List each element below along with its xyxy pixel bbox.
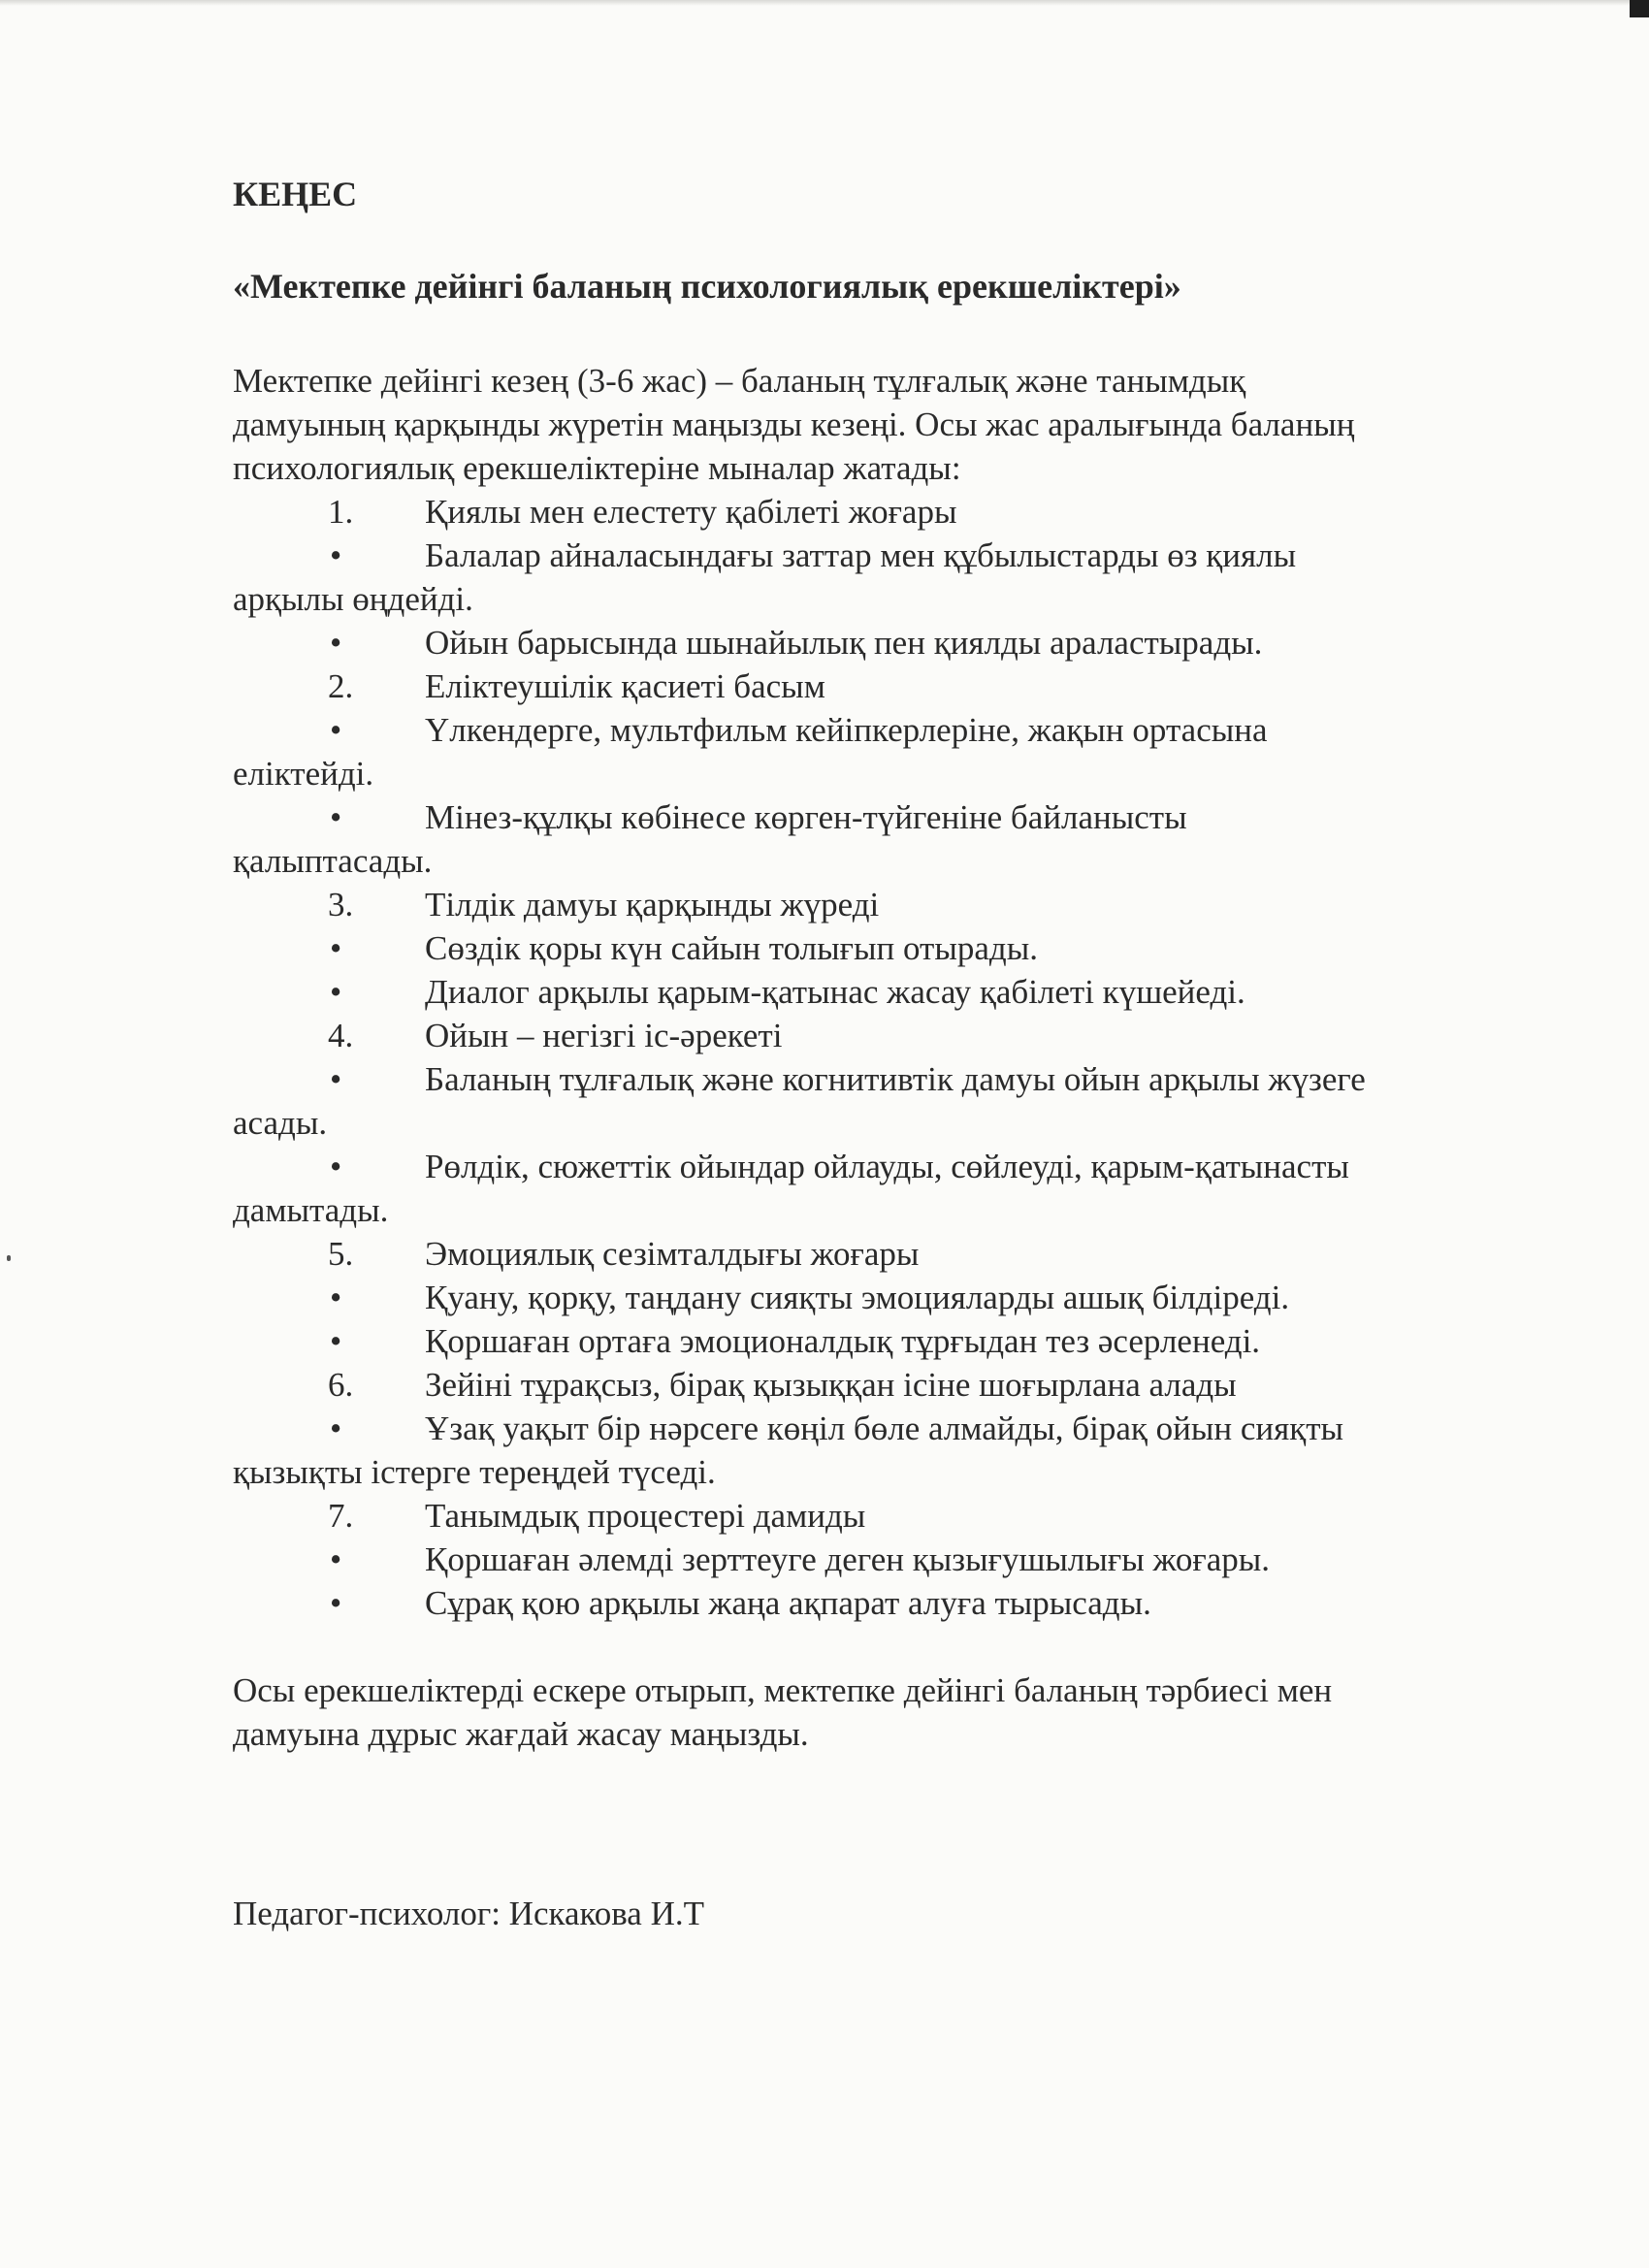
bullet-item <box>233 970 1494 1014</box>
bullet-icon: • <box>330 1148 342 1185</box>
bullet-item <box>233 926 1494 970</box>
bullet-icon: • <box>330 624 342 662</box>
bullet-icon: • <box>330 711 342 749</box>
item-heading: Еліктеушілік қасиеті басым <box>425 667 825 705</box>
bullet-icon: • <box>330 1322 342 1360</box>
bullet-text: Диалог арқылы қарым-қатынас жасау қабілеті күшейеді. <box>425 973 1245 1011</box>
intro-line: психологиялық ерекшеліктеріне мыналар жатады: <box>233 449 961 487</box>
bullet-text: Сөздік қоры күн сайын толығып отырады. <box>425 929 1038 967</box>
intro-line: Мектепке дейінгі кезең (3-6 жас) – баланың тұлғалық және танымдық <box>233 362 1246 400</box>
bullet-item <box>233 621 1494 664</box>
bullet-text: Баланың тұлғалық және когнитивтік дамуы ойын арқылы жүзеге <box>425 1060 1366 1098</box>
bullet-icon: • <box>330 1584 342 1622</box>
bullet-text: Сұрақ қою арқылы жаңа ақпарат алуға тырысады. <box>425 1584 1151 1622</box>
scan-corner-mark <box>1630 0 1649 17</box>
bullet-icon: • <box>330 929 342 967</box>
bullet-text: Балалар айналасындағы заттар мен құбылыстарды өз қиялы <box>425 536 1297 574</box>
conclusion-paragraph <box>233 1669 1494 1756</box>
bullet-item <box>233 1407 1494 1494</box>
intro-line: дамуының қарқынды жүретін маңызды кезеңі. Осы жас аралығында баланың <box>233 405 1355 443</box>
bullet-icon: • <box>330 1279 342 1316</box>
numbered-item <box>233 1363 1494 1407</box>
bullet-item <box>233 708 1494 795</box>
bullet-text: Ойын барысында шынайылық пен қиялды араластырады. <box>425 624 1263 662</box>
item-number: 3. <box>328 886 354 923</box>
item-heading: Эмоциялық сезімталдығы жоғары <box>425 1235 920 1273</box>
bullet-text-continuation: қызықты істерге тереңдей түседі. <box>233 1453 716 1491</box>
item-number: 2. <box>328 667 354 705</box>
bullet-text-continuation: қалыптасады. <box>233 842 433 880</box>
bullet-icon: • <box>330 536 342 574</box>
bullet-item <box>233 1276 1494 1319</box>
bullet-text-continuation: еліктейді. <box>233 755 374 793</box>
signature: Педагог-психолог: Искакова И.Т <box>233 1895 704 1932</box>
intro-paragraph <box>233 359 1494 490</box>
bullet-text-continuation: дамытады. <box>233 1191 389 1229</box>
numbered-item <box>233 1494 1494 1538</box>
bullet-text: Қуану, қорқу, таңдану сияқты эмоцияларды ашық білдіреді. <box>425 1279 1290 1316</box>
bullet-icon: • <box>330 1060 342 1098</box>
bullet-item <box>233 1145 1494 1232</box>
item-number: 1. <box>328 493 354 531</box>
bullet-icon: • <box>330 1540 342 1578</box>
conclusion-line: дамуына дұрыс жағдай жасау маңызды. <box>233 1715 809 1753</box>
item-heading: Зейіні тұрақсыз, бірақ қызыққан ісіне шоғырлана алады <box>425 1366 1237 1404</box>
numbered-item <box>233 1014 1494 1057</box>
item-heading: Танымдық процестері дамиды <box>425 1497 866 1535</box>
item-number: 5. <box>328 1235 354 1273</box>
numbered-item <box>233 1232 1494 1276</box>
scan-edge <box>0 0 1649 6</box>
item-number: 6. <box>328 1366 354 1404</box>
bullet-text-continuation: асады. <box>233 1104 328 1142</box>
bullet-item <box>233 534 1494 621</box>
document-body <box>233 173 1494 1935</box>
numbered-item <box>233 883 1494 926</box>
characteristics-list <box>233 490 1494 1625</box>
bullet-text: Ұзақ уақыт бір нәрсеге көңіл бөле алмайды, бірақ ойын сияқты <box>425 1409 1344 1447</box>
item-heading: Ойын – негізгі іс-әрекеті <box>425 1017 783 1054</box>
item-heading: Қиялы мен елестету қабілеті жоғары <box>425 493 957 531</box>
bullet-item <box>233 1581 1494 1625</box>
bullet-icon: • <box>330 798 342 836</box>
numbered-item <box>233 664 1494 708</box>
bullet-icon: • <box>330 973 342 1011</box>
item-heading: Тілдік дамуы қарқынды жүреді <box>425 886 880 923</box>
item-number: 7. <box>328 1497 354 1535</box>
numbered-item <box>233 490 1494 534</box>
bullet-item <box>233 1057 1494 1145</box>
bullet-text: Үлкендерге, мультфильм кейіпкерлеріне, жақын ортасына <box>425 711 1268 749</box>
bullet-item <box>233 795 1494 883</box>
conclusion-line: Осы ерекшеліктерді ескере отырып, мектепке дейінгі баланың тәрбиесі мен <box>233 1671 1333 1709</box>
document-title: КЕҢЕС <box>233 175 358 213</box>
bullet-item <box>233 1319 1494 1363</box>
bullet-text-continuation: арқылы өңдейді. <box>233 580 473 618</box>
bullet-text: Мінез-құлқы көбінесе көрген-түйгеніне байланысты <box>425 798 1187 836</box>
document-subtitle: «Мектепке дейінгі баланың психологиялық ерекшеліктері» <box>233 267 1181 306</box>
bullet-text: Қоршаған ортаға эмоционалдық тұрғыдан тез әсерленеді. <box>425 1322 1261 1360</box>
bullet-text: Қоршаған әлемді зерттеуге деген қызығушылығы жоғары. <box>425 1540 1271 1578</box>
bullet-text: Рөлдік, сюжеттік ойындар ойлауды, сөйлеуді, қарым-қатынасты <box>425 1148 1349 1185</box>
bullet-item <box>233 1538 1494 1581</box>
item-number: 4. <box>328 1017 354 1054</box>
bullet-icon: • <box>330 1409 342 1447</box>
scan-speck <box>7 1255 11 1261</box>
